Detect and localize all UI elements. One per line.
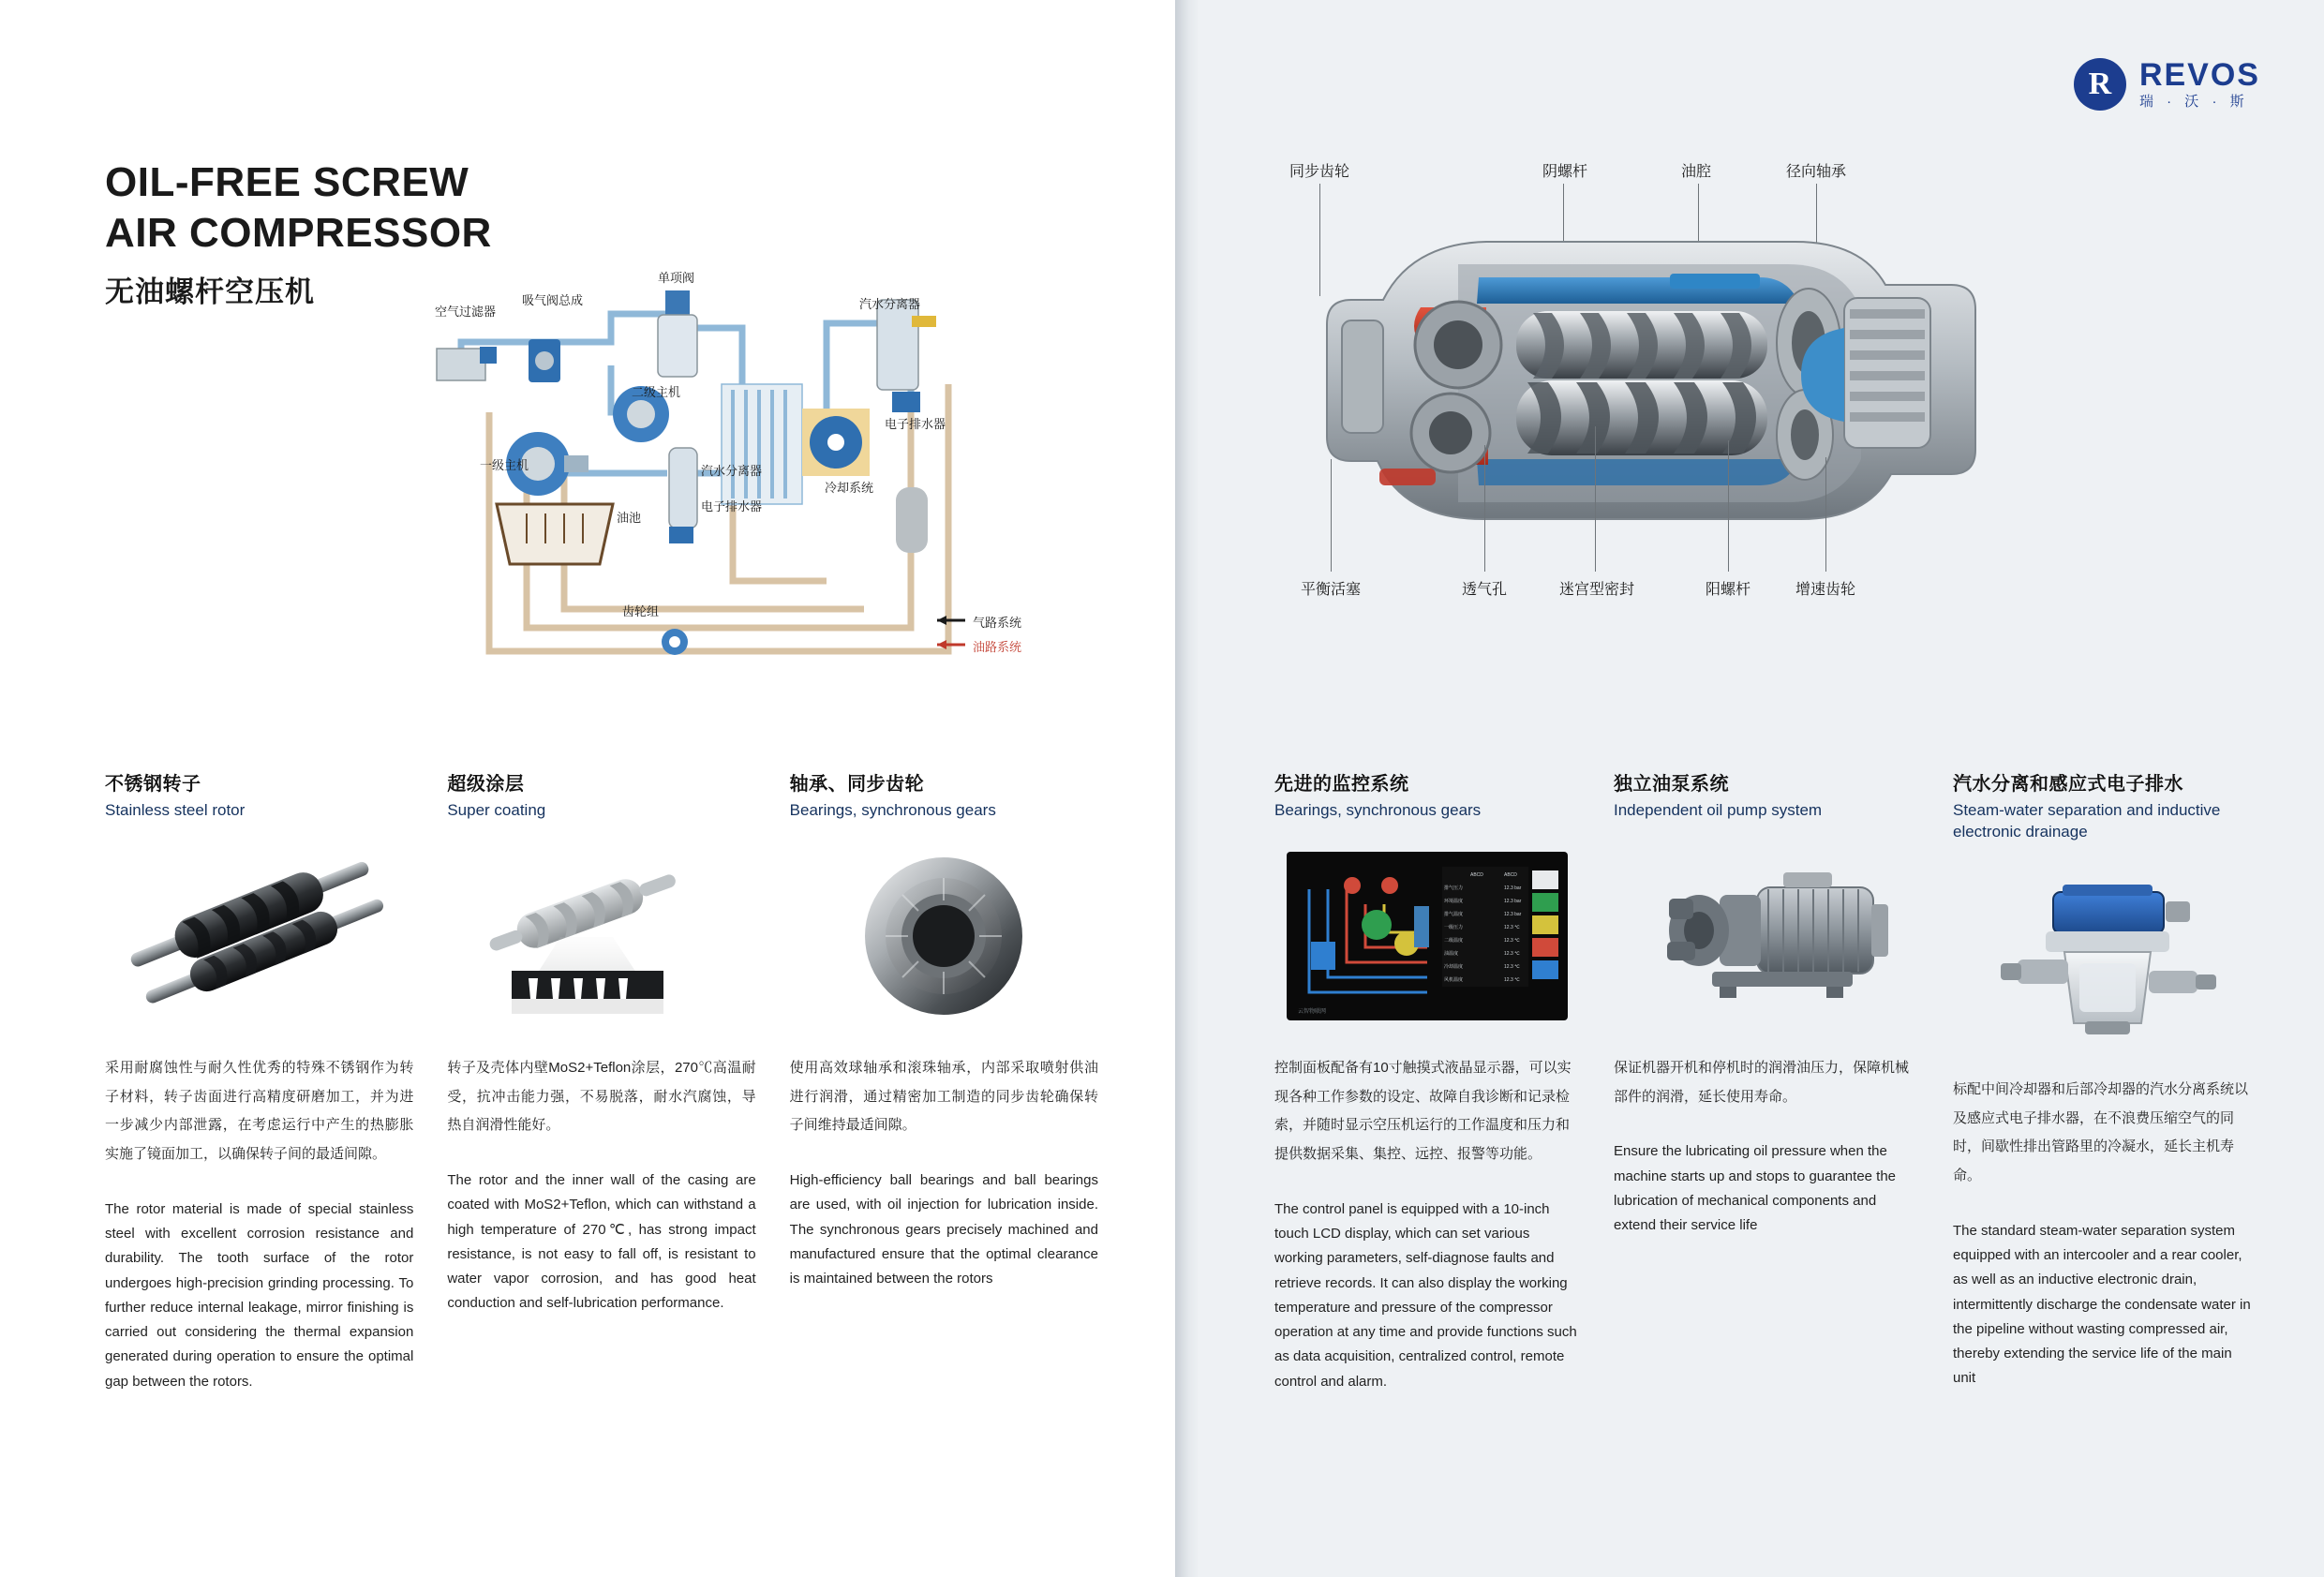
- feature-body-cn: 标配中间冷却器和后部冷却器的汽水分离系统以及感应式电子排水器，在不浪费压缩空气的同时，间歇性排出管路里的冷凝水，延长主机寿命。: [1953, 1080, 2249, 1184]
- leader-line: [1728, 440, 1729, 572]
- svg-text:12.3 bar: 12.3 bar: [1504, 911, 1522, 917]
- cutaway-label: 透气孔: [1462, 582, 1508, 598]
- svg-text:12.3 bar: 12.3 bar: [1504, 885, 1522, 891]
- cutaway-label: 同步齿轮: [1289, 164, 1350, 180]
- air-circuit-schematic: [424, 272, 1117, 703]
- brand-wordmark: REVOS: [2138, 56, 2260, 93]
- feature-monitoring-system: [1274, 768, 1580, 1394]
- feature-title-cn: 独立油泵系统: [1614, 774, 1729, 795]
- feature-title-en: Bearings, synchronous gears: [789, 801, 996, 819]
- feature-list-left: [105, 768, 1098, 1394]
- svg-text:云智物联网: 云智物联网: [1298, 1008, 1327, 1015]
- brand-subtext: 瑞 · 沃 · 斯: [2138, 94, 2249, 111]
- svg-text:12.3 ℃: 12.3 ℃: [1504, 924, 1520, 930]
- schematic-label: 空气过滤器: [435, 305, 497, 319]
- schematic-label: 电子排水器: [701, 499, 763, 513]
- schematic-label: 二级主机: [632, 385, 681, 399]
- brand-text: [2138, 56, 2260, 111]
- title-en-line2: AIR COMPRESSOR: [105, 210, 492, 257]
- svg-text:排气压力: 排气压力: [1444, 885, 1464, 891]
- feature-oil-pump-system: [1614, 768, 1919, 1394]
- feature-title-en: Bearings, synchronous gears: [1274, 801, 1482, 819]
- svg-text:12.3 ℃: 12.3 ℃: [1504, 963, 1520, 970]
- feature-stainless-steel-rotor: [105, 768, 413, 1394]
- svg-text:一级压力: 一级压力: [1444, 924, 1464, 930]
- feature-body-cn: 采用耐腐蚀性与耐久性优秀的特殊不锈钢作为转子材料，转子齿面进行高精度研磨加工，并为进一步减少内部泄露，在考虑运行中产生的热膨胀实施了镜面加工，以确保转子间的最适间隙。: [105, 1059, 414, 1163]
- svg-text:ABCD: ABCD: [1470, 871, 1483, 878]
- feature-title-en: Super coating: [447, 801, 546, 819]
- feature-body-cn: 使用高效球轴承和滚珠轴承，内部采取喷射供油进行润滑，通过精密加工制造的同步齿轮确保转子间维持最适间隙。: [789, 1059, 1098, 1134]
- leader-line: [1595, 426, 1596, 572]
- oil-pump-photo: [1614, 842, 1919, 1030]
- control-panel-screen-photo: [1274, 842, 1580, 1030]
- feature-body-en: High-efficiency ball bearings and ball bearings are used, with oil injection for lubrication inside. The synchronous gears precisely machined and manufactured ensure that the optimal clearance is maintained between the rotors: [789, 1172, 1098, 1287]
- screw-rotor-photo: [105, 842, 413, 1030]
- cutaway-label: 径向轴承: [1786, 164, 1847, 180]
- cutaway-label: 平衡活塞: [1301, 582, 1362, 598]
- feature-title-en: Independent oil pump system: [1614, 801, 1823, 819]
- feature-title-en: Stainless steel rotor: [105, 801, 246, 819]
- feature-super-coating: [447, 768, 755, 1394]
- cutaway-label: 油腔: [1681, 164, 1712, 180]
- feature-title-cn: 超级涂层: [447, 774, 525, 795]
- revos-logo-icon: [2074, 58, 2126, 111]
- svg-text:ABCD: ABCD: [1504, 871, 1517, 878]
- schematic-label: 汽水分离器: [859, 297, 921, 311]
- feature-body-en: The standard steam-water separation system equipped with an intercooler and a rear cooler, as well as an inductive electronic drain, intermittently discharge the condensate water in the pipeline without wasting compressed air, thereby extending the service life of the main unit: [1953, 1222, 2251, 1387]
- brand-logo: [2074, 58, 2260, 111]
- schematic-label: 油池: [617, 511, 642, 525]
- svg-text:12.3 bar: 12.3 bar: [1504, 898, 1522, 904]
- schematic-label: 齿轮组: [622, 604, 660, 618]
- feature-body-cn: 控制面板配备有10寸触摸式液晶显示器，可以实现各种工作参数的设定、故障自我诊断和记录检索，并随时显示空压机运行的工作温度和压力和提供数据采集、集控、远控、报警等功能。: [1274, 1059, 1572, 1163]
- feature-body-en: Ensure the lubricating oil pressure when the machine starts up and stops to guarantee the lubrication of mechanical components and extend their service life: [1614, 1143, 1897, 1234]
- feature-body-cn: 保证机器开机和停机时的润滑油压力，保障机械部件的润滑，延长使用寿命。: [1614, 1059, 1910, 1105]
- cutaway-label: 阴螺杆: [1542, 164, 1588, 180]
- feature-body-en: The control panel is equipped with a 10-inch touch LCD display, which can set various working parameters, self-diagnose faults and retrieve records. It can also display the working temperature and pressure of the compressor operation at any time and provide functions such as data acquisition, centralized control, remote control and alarm.: [1274, 1200, 1577, 1390]
- feature-bearings-gears: [790, 768, 1098, 1394]
- feature-title-en: Steam-water separation and inductive electronic drainage: [1953, 801, 2221, 841]
- right-page: [1175, 0, 2324, 1577]
- schematic-label: 电子排水器: [885, 417, 946, 431]
- cutaway-svg: [1149, 187, 2133, 581]
- feature-title-cn: 轴承、同步齿轮: [789, 774, 925, 795]
- feature-body-en: The rotor material is made of special stainless steel with excellent corrosion resistance and durability. The tooth surface of the rotor undergoes high-precision grinding processing. To further reduce internal leakage, mirror finishing is carried out considering the thermal expansion generated during operation to ensure the optimal gap between the rotors.: [105, 1200, 414, 1390]
- feature-body-en: The rotor and the inner wall of the casing are coated with MoS2+Teflon, which can withstand a high temperature of 270℃, has strong impact resistance, is not easy to fall off, is resistant to water vapor corrosion, and has good heat conduction and self-lubrication performance.: [447, 1172, 756, 1312]
- svg-text:12.3 ℃: 12.3 ℃: [1504, 950, 1520, 957]
- cutaway-label: 增速齿轮: [1795, 582, 1856, 598]
- title-en-line1: OIL-FREE SCREW: [105, 159, 469, 205]
- feature-title-cn: 汽水分离和感应式电子排水: [1953, 774, 2183, 795]
- schematic-label: 一级主机: [480, 458, 529, 472]
- electronic-drain-valve-photo: [1953, 864, 2258, 1051]
- compressor-cutaway-photo: [1261, 159, 2245, 684]
- svg-text:冷却温度: 冷却温度: [1444, 963, 1464, 970]
- leader-line: [1825, 457, 1826, 572]
- leader-line: [1484, 445, 1485, 572]
- feature-title-cn: 不锈钢转子: [105, 774, 201, 795]
- cutaway-label: 迷宫型密封: [1559, 582, 1635, 598]
- schematic-label: 单项阀: [658, 271, 695, 285]
- svg-text:排气温度: 排气温度: [1444, 911, 1464, 917]
- title-cn: 无油螺杆空压机: [105, 275, 315, 309]
- schematic-label: 吸气阀总成: [522, 293, 584, 307]
- feature-body-cn: 转子及壳体内壁MoS2+Teflon涂层，270℃高温耐受，抗冲击能力强，不易脱落，耐水汽腐蚀，导热自润滑性能好。: [447, 1059, 756, 1134]
- svg-text:环境温度: 环境温度: [1444, 898, 1464, 904]
- schematic-legend-oil: 油路系统: [973, 640, 1022, 654]
- svg-text:12.3 ℃: 12.3 ℃: [1504, 976, 1520, 983]
- cutaway-label: 阳螺杆: [1706, 582, 1751, 598]
- schematic-label: 冷却系统: [825, 481, 874, 495]
- schematic-label: 汽水分离器: [701, 464, 763, 478]
- coating-spray-photo: [447, 842, 755, 1030]
- schematic-legend-air: 气路系统: [973, 616, 1022, 630]
- svg-text:12.3 ℃: 12.3 ℃: [1504, 937, 1520, 944]
- svg-text:风机温度: 风机温度: [1444, 976, 1464, 983]
- leader-line: [1331, 459, 1332, 572]
- feature-list-right: [1274, 768, 2258, 1394]
- feature-steam-water-separation: [1953, 768, 2258, 1394]
- svg-text:二级温度: 二级温度: [1444, 937, 1464, 944]
- feature-title-cn: 先进的监控系统: [1274, 774, 1409, 795]
- roller-bearing-photo: [790, 842, 1098, 1030]
- svg-text:油温度: 油温度: [1444, 950, 1459, 957]
